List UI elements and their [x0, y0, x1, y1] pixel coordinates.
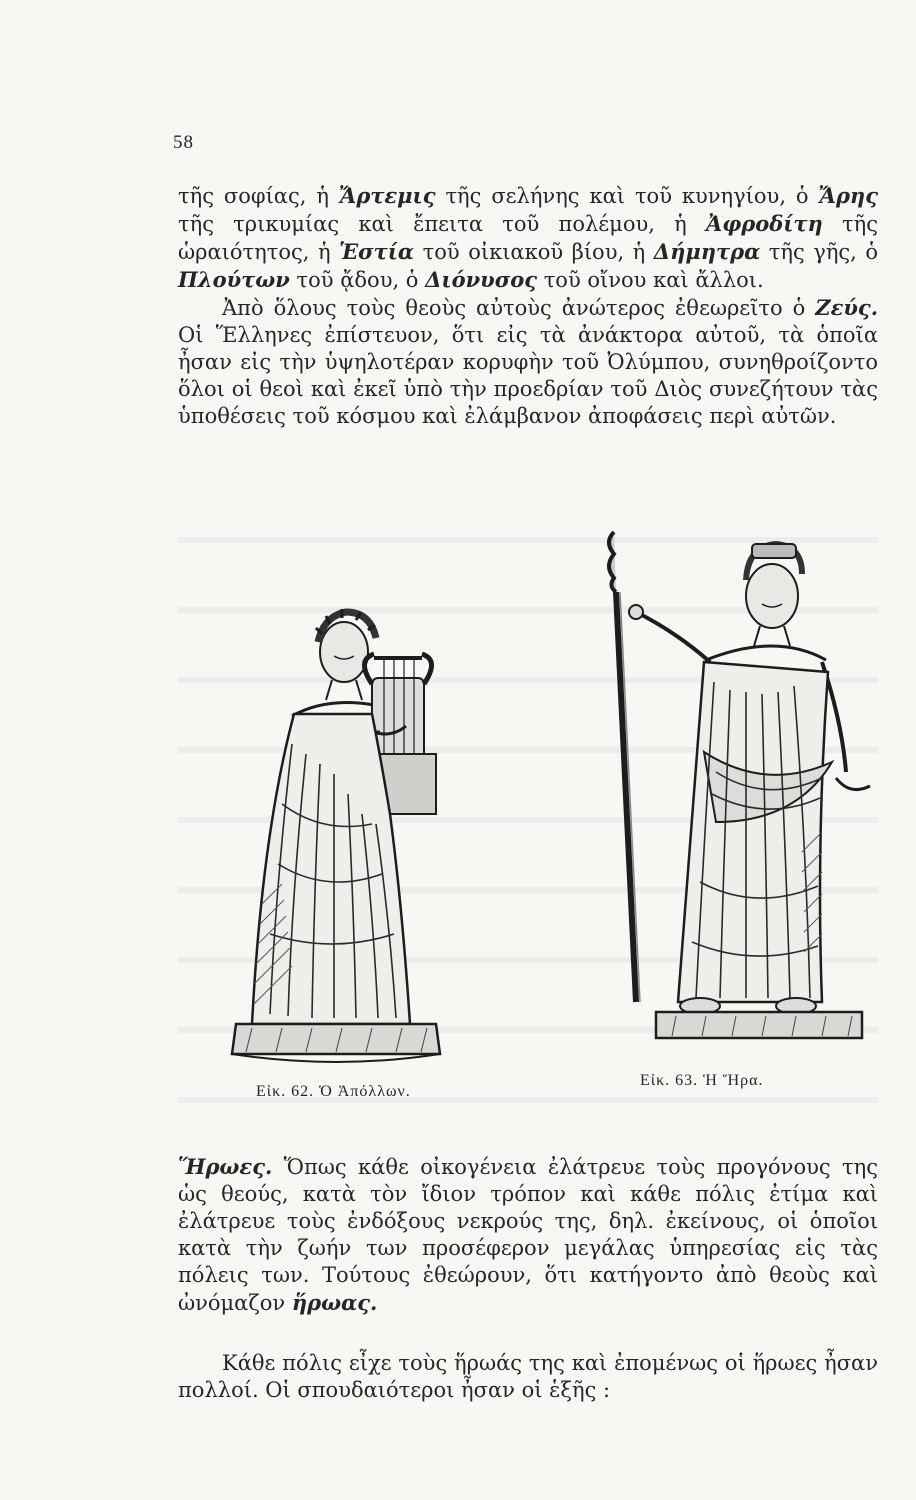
term-dionysus: Διόνυσος — [425, 267, 538, 292]
term-hestia: Ἑστία — [339, 239, 415, 264]
paragraph-heroes — [178, 1153, 878, 1317]
text-span: τοῦ οἰκιακοῦ βίου, ἡ — [414, 240, 654, 264]
apollo-statue-illustration — [222, 604, 458, 1074]
paragraph-heroes-list-intro — [178, 1350, 878, 1404]
section-heading-heroes: Ἥρωες. — [178, 1154, 273, 1179]
hera-statue-illustration — [596, 522, 886, 1062]
term-artemis: Ἄρτεμις — [338, 183, 436, 208]
figure-caption-apollo: Εἰκ. 62. Ὁ Ἀπόλλων. — [256, 1083, 411, 1100]
text-span: τῆς γῆς, ὁ — [760, 240, 879, 264]
text-span: τῆς σοφίας, ἡ — [178, 184, 339, 208]
term-demeter: Δήμητρα — [653, 239, 761, 264]
term-pluto: Πλούτων — [178, 267, 290, 292]
text-span: τοῦ ᾄδου, ὁ — [289, 268, 426, 292]
page-number: 58 — [173, 132, 194, 153]
text-span: Ὅπως κάθε οἰκογένεια ἐλάτρευε τοὺς προγόνους της ὡς θεούς, κατὰ τὸν ἴδιον τρόπον καὶ κάθε πόλις ἐτίμα καὶ ἐλάτρευε τοὺς ἐνδόξους νεκρούς της, δηλ. ἐκείνους, οἱ ὁποῖοι κατὰ τὴν ζωήν των προσέφερον μεγάλας ὑπηρεσίας εἰς τὰς πόλεις των. Τούτους ἐθεώρουν, ὅτι κατήγοντο ἀπὸ θεοὺς καὶ ὠνόμαζον — [178, 1155, 878, 1315]
text-span: τοῦ οἴνου καὶ ἄλλοι. — [537, 268, 764, 292]
term-heroes: ἥρωας. — [291, 1290, 378, 1315]
text-span: Ἀπὸ ὅλους τοὺς θεοὺς αὐτοὺς ἀνώτερος ἐθεωρεῖτο ὁ — [222, 296, 816, 320]
text-span: τῆς τρικυμίας καὶ ἔπειτα τοῦ πολέμου, ἡ — [178, 212, 706, 236]
text-span: τῆς ὡραιότητος, ἡ — [178, 212, 878, 264]
text-span: Κάθε πόλις εἶχε τοὺς ἥρωάς της καὶ ἐπομένως οἱ ἥρωες ἦσαν πολλοί. Οἱ σπουδαιότεροι ἦσαν οἱ ἑξῆς : — [178, 1351, 878, 1402]
figure-caption-hera: Εἰκ. 63. Ἡ Ἥρα. — [640, 1072, 764, 1089]
paragraph-gods — [178, 182, 878, 430]
term-zeus: Ζεύς. — [815, 295, 878, 320]
term-aphrodite: Ἀφροδίτη — [705, 211, 823, 236]
term-ares: Ἄρης — [818, 183, 878, 208]
text-span: Οἱ Ἕλληνες ἐπίστευον, ὅτι εἰς τὰ ἀνάκτορα αὐτοῦ, τὰ ὁποῖα ἦσαν εἰς τὴν ὑψηλοτέραν κορυφὴν τοῦ Ὀλύμπου, συνηθροίζοντο ὅλοι οἱ θεοὶ καὶ ἐκεῖ ὑπὸ τὴν προεδρίαν τοῦ Διὸς συνεζήτουν τὰς ὑποθέσεις τοῦ κόσμου καὶ ἐλάμβανον ἀποφάσεις περὶ αὐτῶν. — [178, 323, 878, 428]
text-span: τῆς σελήνης καὶ τοῦ κυνηγίου, ὁ — [435, 184, 819, 208]
